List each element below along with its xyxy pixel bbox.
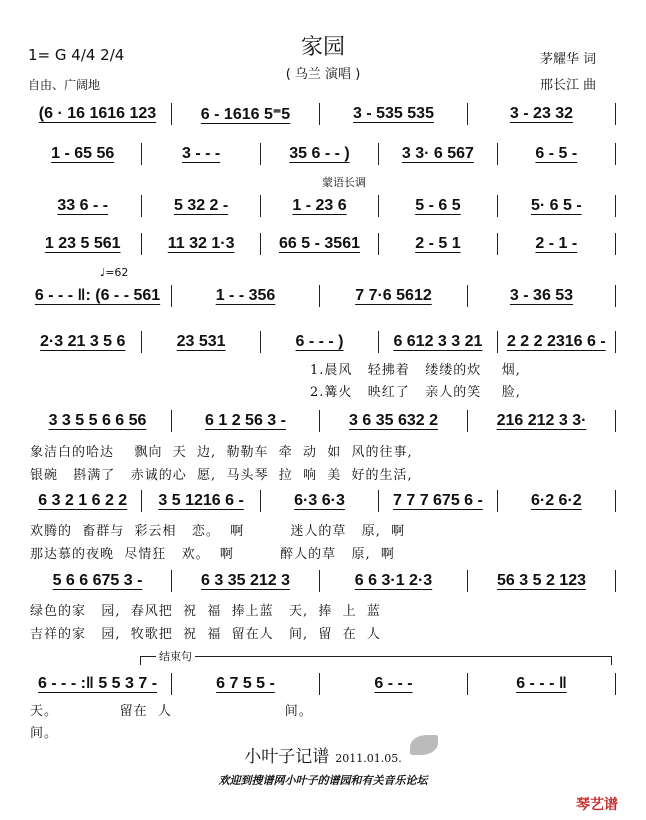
measure: 11 32 1·3 <box>167 235 235 252</box>
lyric-line: 1.晨风 轻拂着 缕缕的炊 烟, <box>310 363 521 378</box>
composer: 邢长江 曲 <box>540 78 597 93</box>
transcription-date: 2011.01.05. <box>335 752 402 765</box>
measure: 3 - 36 53 <box>509 287 574 304</box>
measure: 1 - - 356 <box>215 287 276 304</box>
staff-line <box>24 570 616 592</box>
staff-line <box>24 331 616 353</box>
measure: 2 2 2 2316 6 - <box>506 333 606 350</box>
measure: 5 32 2 - <box>173 197 229 214</box>
staff-line <box>24 410 616 432</box>
measure: 3 3· 6 567 <box>401 145 474 162</box>
lyric-line: 绿色的家 园, 春风把 祝 福 捧上蓝 天, 捧 上 蓝 <box>30 604 381 619</box>
measure: 2 - 1 - <box>535 235 578 252</box>
performer: ( 乌兰 演唱 ) <box>285 67 361 82</box>
measure: 2 - 5 1 <box>415 235 461 252</box>
bar-line <box>615 570 616 592</box>
measure: (6 · 16 1616 123 <box>38 105 157 122</box>
welcome-text: 欢迎到搜谱网小叶子的谱园和有关音乐论坛 <box>218 774 428 787</box>
measure: 1 - 65 56 <box>51 145 115 162</box>
measure: 6·2 6·2 <box>530 492 582 509</box>
measure: 6 - 5 - <box>535 145 578 162</box>
staff-line <box>24 673 616 695</box>
measure: 6 1 2 56 3 - <box>205 412 286 429</box>
key-signature: 1= G 4/4 2/4 <box>28 46 125 64</box>
bar-line <box>615 233 616 255</box>
lyric-line: 那达慕的夜晚 尽情狂 欢。 啊 醉人的草 原, 啊 <box>30 547 395 562</box>
measure: 6 - - - ‖ <box>516 675 567 692</box>
lyric-line: 银碗 斟满了 赤诚的心 愿, 马头琴 拉 响 美 好的生活, <box>30 468 413 483</box>
measure: 3 - - - <box>182 145 221 162</box>
lyric-line: 间。 <box>30 726 59 741</box>
staff-line <box>24 195 616 217</box>
staff-line <box>24 103 616 125</box>
bar-line <box>615 143 616 165</box>
measure: 6 3 35 212 3 <box>201 572 290 589</box>
measure: 7 7·6 5612 <box>355 287 432 304</box>
measure: 1 23 5 561 <box>44 235 121 252</box>
measure: 6·3 6·3 <box>294 492 345 509</box>
bar-line <box>615 673 616 695</box>
measure: 6 - 1616 5⁼5 <box>200 106 291 123</box>
staff-line <box>24 490 616 512</box>
measure: 3 - 535 535 <box>353 105 434 122</box>
bar-line <box>615 103 616 125</box>
lyricist: 茅耀华 词 <box>540 52 597 67</box>
staff-line <box>24 143 616 165</box>
measure: 6 612 3 3 21 <box>393 333 483 350</box>
measure: 2·3 21 3 5 6 <box>40 333 126 350</box>
measure: 3 5 1216 6 - <box>158 492 244 509</box>
measure: 1 - 23 6 <box>292 197 347 214</box>
staff-line <box>24 285 616 307</box>
annotation-long-tune: 蒙语长调 <box>322 176 366 189</box>
ending-bracket <box>140 656 612 665</box>
measure: 6 6 3·1 2·3 <box>354 572 433 589</box>
measure: 5 6 6 675 3 - <box>52 572 143 589</box>
staff-line <box>24 233 616 255</box>
lyric-line: 吉祥的家 园, 牧歌把 祝 福 留在人 间, 留 在 人 <box>30 627 381 642</box>
measure: 6 - - - ‖: (6 - - 561 <box>34 287 161 304</box>
ending-label: 结束句 <box>156 648 195 664</box>
measure: 23 531 <box>176 333 226 350</box>
signature-text: 小叶子记谱 <box>244 747 330 767</box>
measure: 3 6 35 632 2 <box>349 412 438 429</box>
measure: 6 - - - :‖ 5 5 3 7 - <box>37 675 158 692</box>
measure: 6 7 5 5 - <box>216 675 275 692</box>
lyric-line: 象洁白的哈达 飘向 天 边, 勒勒车 牵 动 如 风的往事, <box>30 445 413 460</box>
bar-line <box>615 490 616 512</box>
bar-line <box>615 195 616 217</box>
measure: 3 3 5 5 6 6 56 <box>48 412 147 429</box>
tempo-mark: ♩=62 <box>100 266 129 279</box>
bar-line <box>615 331 616 353</box>
measure: 66 5 - 3561 <box>279 235 360 252</box>
measure: 5· 6 5 - <box>530 197 582 214</box>
measure: 56 3 5 2 123 <box>497 572 586 589</box>
measure: 6 - - - <box>374 675 413 692</box>
expression-mark: 自由、广阔地 <box>28 78 101 92</box>
lyric-line: 欢腾的 畜群与 彩云相 恋。 啊 迷人的草 原, 啊 <box>30 524 406 539</box>
song-title: 家园 <box>300 35 345 60</box>
measure: 216 212 3 3· <box>496 412 587 429</box>
lyric-line: 2.篝火 映红了 亲人的笑 脸, <box>310 385 521 400</box>
measure: 5 - 6 5 <box>415 197 461 214</box>
bar-line <box>615 410 616 432</box>
bar-line <box>615 285 616 307</box>
measure: 33 6 - - <box>57 197 109 214</box>
site-logo: 琴艺谱 <box>576 797 618 813</box>
measure: 6 - - - ) <box>295 333 344 350</box>
transcriber-signature <box>0 742 646 767</box>
measure: 35 6 - - ) <box>289 145 350 162</box>
measure: 6 3 2 1 6 2 2 <box>38 492 128 509</box>
lyric-line: 天。 留在 人 间。 <box>30 704 313 719</box>
measure: 7 7 7 675 6 - <box>393 492 483 509</box>
measure: 3 - 23 32 <box>509 105 574 122</box>
